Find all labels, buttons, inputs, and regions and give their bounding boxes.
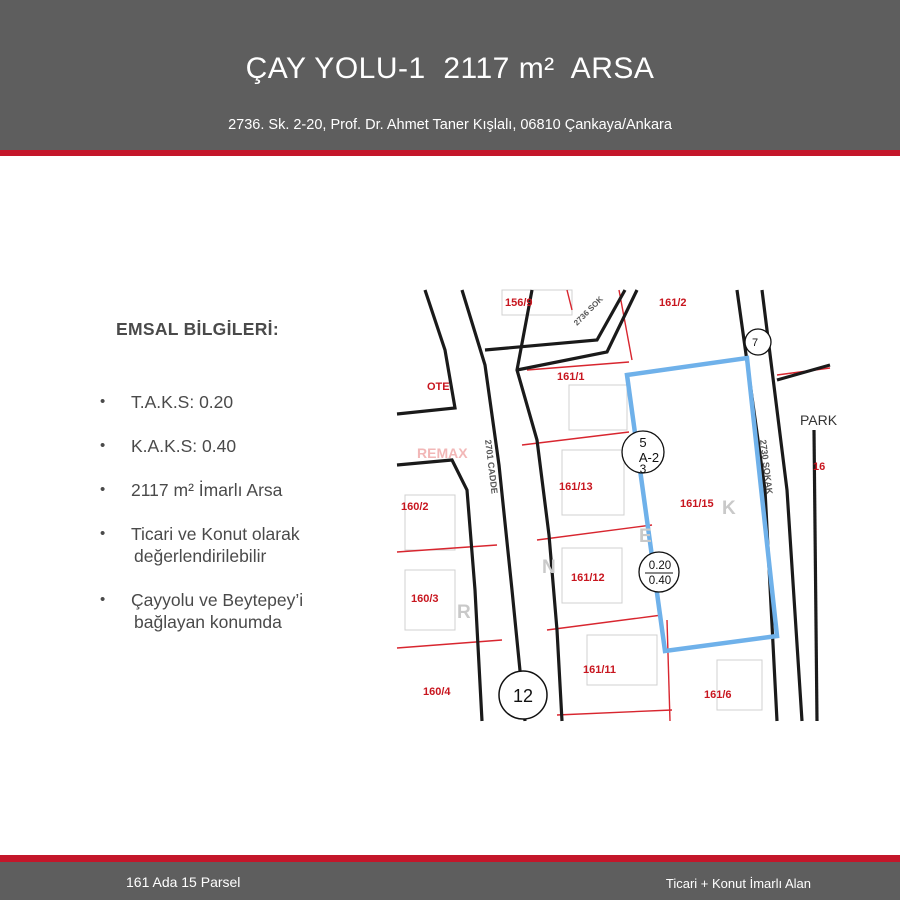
street-label: 2730 SOKAK: [758, 439, 775, 495]
watermark-text: REMAX: [417, 445, 468, 461]
emsal-item-usage: [100, 523, 390, 567]
emsal-item-text-2: bağlayan konumda: [134, 612, 282, 632]
bullet-dot: •: [100, 525, 106, 542]
parcel-label: 161/13: [559, 481, 593, 493]
street-label: 2736 SOK: [572, 294, 605, 328]
road-number-7: [745, 329, 771, 355]
emsal-item-text: K.A.K.S: 0.40: [131, 436, 237, 456]
emsal-item-text: 2117 m² İmarlı Arsa: [131, 480, 283, 500]
park-label: PARK: [800, 412, 838, 428]
parcel-label: 161/1: [557, 371, 585, 383]
zoning-b-top: 0.20: [648, 560, 672, 572]
road-number-label: 7: [751, 337, 759, 349]
bullet-dot: •: [100, 481, 106, 498]
parcel-label: 161/6: [704, 689, 732, 701]
emsal-item-location: [100, 589, 390, 633]
zoning-b-bot: 0.40: [648, 575, 672, 587]
footer-accent-line: [0, 855, 900, 862]
parcel-label: 160/2: [401, 501, 429, 513]
road-number-label: 12: [512, 686, 534, 706]
area-letter: R: [457, 602, 471, 623]
parcel-label: 16: [813, 461, 826, 473]
zoning-info: Ticari + Konut İmarlı Alan: [665, 876, 811, 891]
emsal-item-text: Ticari ve Konut olarak: [131, 524, 300, 544]
header-accent-line: [0, 150, 900, 156]
bullet-dot: •: [100, 393, 106, 410]
area-letter: K: [722, 498, 736, 519]
parcel-label: OTE: [427, 381, 450, 393]
footer-bar: [0, 862, 900, 900]
emsal-item-kaks: [100, 435, 390, 457]
street-label: 2701 CADDE: [483, 439, 500, 495]
area-letter: N: [542, 557, 556, 578]
parcel-label: 161/12: [571, 572, 605, 584]
bullet-dot: •: [100, 591, 106, 608]
header-bar: [0, 0, 900, 150]
emsal-item-taks: [100, 391, 390, 413]
emsal-item-text: Çayyolu ve Beytepey’i: [131, 590, 304, 610]
zoning-circle-b: [639, 552, 679, 592]
zoning-a-bot: 3: [639, 462, 647, 476]
parcel-label: 161/15: [680, 498, 714, 510]
zoning-a-top: 5: [639, 435, 647, 450]
area-letters: [457, 498, 736, 623]
parcel-label: 161/2: [659, 297, 687, 309]
emsal-item-text-2: değerlendirilebilir: [134, 546, 267, 566]
parcel-label: 156/9: [505, 297, 533, 309]
emsal-item-text: T.A.K.S: 0.20: [131, 392, 234, 412]
area-letter: E: [639, 526, 652, 547]
zoning-circle-a: [622, 431, 664, 476]
emsal-heading: EMSAL BİLGİLERİ:: [116, 319, 279, 339]
parcel-info: 161 Ada 15 Parsel: [126, 874, 241, 890]
page-title: ÇAY YOLU-1 2117 m² ARSA: [245, 52, 655, 85]
emsal-list: [100, 391, 390, 655]
parcel-label: 160/4: [423, 686, 451, 698]
address-text: 2736. Sk. 2-20, Prof. Dr. Ahmet Taner Kışlalı, 06810 Çankaya/Ankara: [228, 117, 672, 133]
parcel-label: 161/11: [583, 664, 617, 676]
zoning-a-mid: A-2: [638, 450, 660, 465]
zoning-map: [397, 290, 838, 721]
road-number-12: [499, 671, 547, 719]
zoning-map-svg: [397, 290, 838, 721]
bullet-dot: •: [100, 437, 106, 454]
parcel-label: 160/3: [411, 593, 439, 605]
emsal-item-area: [100, 479, 390, 501]
